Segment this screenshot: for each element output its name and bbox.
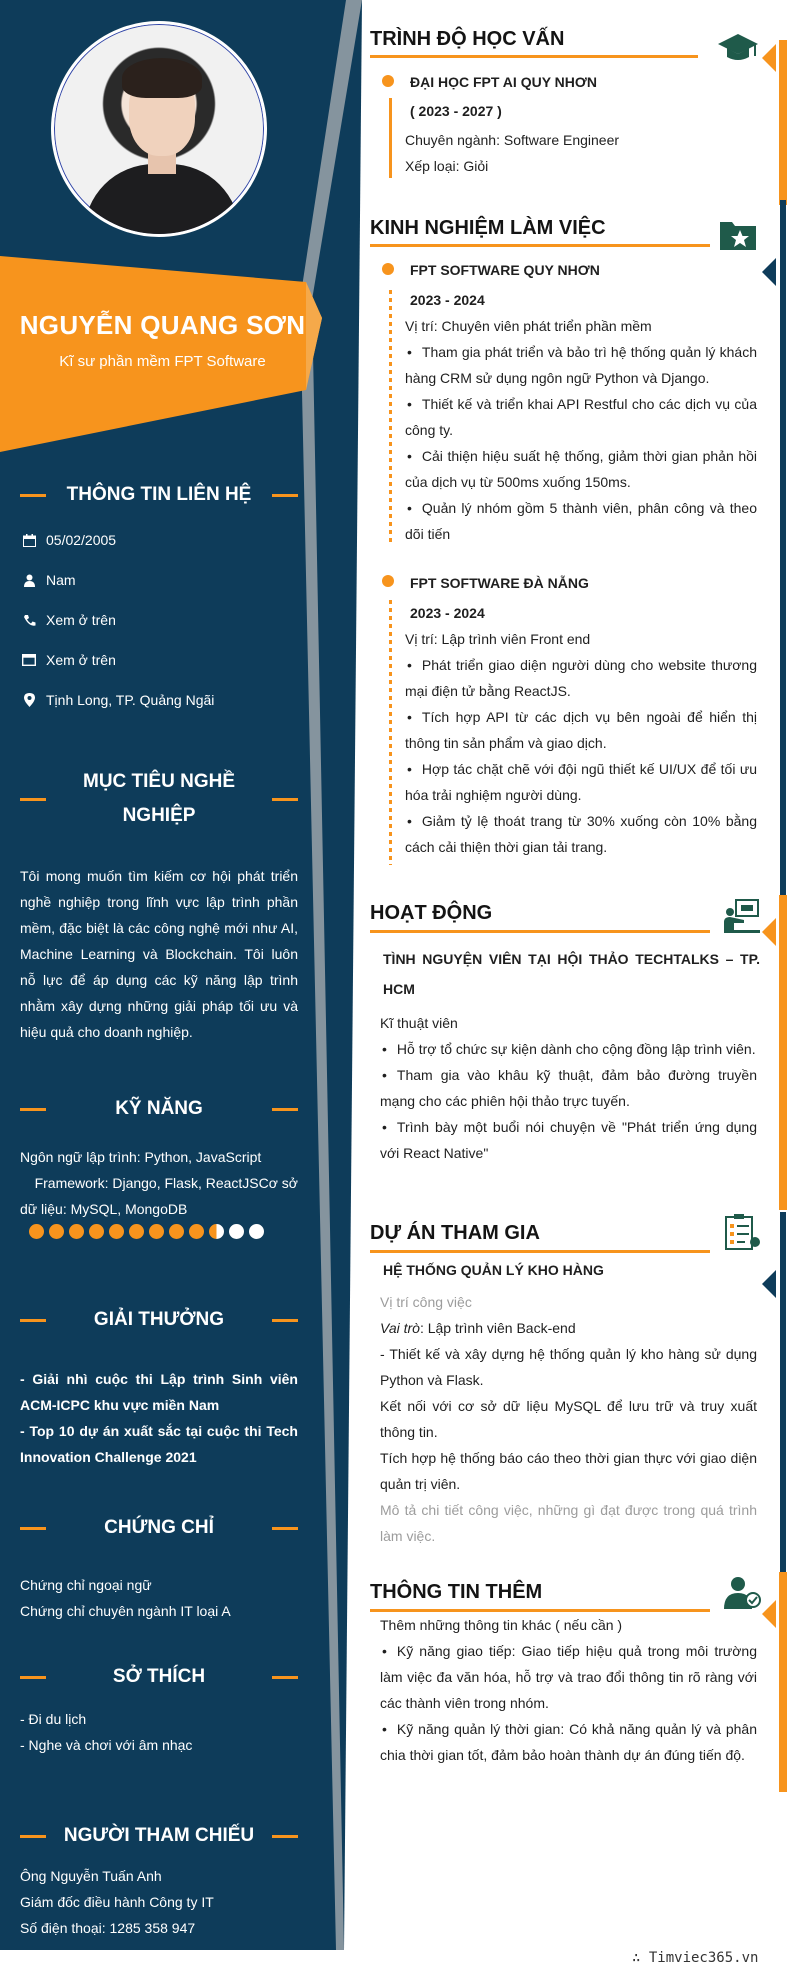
education-grade: Xếp loại: Giỏi [405, 158, 489, 174]
award-item: - Top 10 dự án xuất sắc tại cuộc thi Tech Innovation Challenge 2021 [20, 1423, 298, 1465]
skill-rating-dot [209, 1224, 224, 1239]
additional-details [380, 1612, 757, 1768]
experience-underline [370, 244, 710, 247]
job-title: Kĩ sư phần mềm FPT Software [59, 353, 266, 370]
projects-accent-arrow [762, 1270, 776, 1298]
sidebar [0, 0, 330, 1977]
job-details [405, 626, 757, 860]
education-timeline [389, 98, 392, 178]
contact-gender: Nam [20, 571, 76, 589]
objective-text: Tôi mong muốn tìm kiếm cơ hội phát triển nghề nghiệp trong lĩnh vực lập trình phần mềm, đặc biệt là các công nghệ mới như AI, Machine Learning và Blockchain. Tôi luôn nỗ lực để áp dụng các kỹ năng lập trình nhằm xây dựng những giải pháp tối ưu và hiệu quả cho doanh nghiệp. [20, 868, 298, 1040]
job-period: 2023 - 2024 [410, 292, 485, 308]
experience-accent-arrow [762, 258, 776, 286]
job-dot [382, 575, 394, 587]
experience-section-title: KINH NGHIỆM LÀM VIỆC [370, 217, 606, 239]
job-timeline [389, 600, 392, 865]
skill-rating-dot [149, 1224, 164, 1239]
contact-phone: Xem ở trên [20, 611, 116, 629]
skill-rating-dot [129, 1224, 144, 1239]
hobby-item: - Đi du lịch [20, 1711, 87, 1727]
email-icon [20, 651, 38, 669]
certificate-item: Chứng chỉ chuyên ngành IT loại A [20, 1603, 231, 1619]
person-badge-icon [722, 1575, 762, 1611]
education-accent-arrow [762, 44, 776, 72]
contact-section-title: THÔNG TIN LIÊN HỆ [20, 478, 298, 512]
additional-accent-bar [779, 1572, 787, 1792]
skill-rating-dot [69, 1224, 84, 1239]
school-name: ĐẠI HỌC FPT AI QUY NHƠN [410, 74, 597, 90]
activity-event: TÌNH NGUYỆN VIÊN TẠI HỘI THẢO TECHTALKS – TP. HCM [383, 951, 760, 997]
job-timeline [389, 290, 392, 545]
activity-bullet: • Hỗ trợ tổ chức sự kiện dành cho cộng đồng lập trình viên. [380, 1036, 757, 1062]
job-company: FPT SOFTWARE ĐÀ NẴNG [410, 575, 589, 591]
job-bullet: • Hợp tác chặt chẽ với đội ngũ thiết kế UI/UX để tối ưu hóa trải nghiệm người dùng. [405, 756, 757, 808]
project-description-placeholder: Mô tả chi tiết công việc, những gì đạt được trong quá trình làm việc. [380, 1502, 757, 1544]
project-details [380, 1289, 757, 1549]
certificates-section-title: CHỨNG CHỈ [20, 1511, 298, 1545]
project-role: Vai trò: Lập trình viên Back-end [380, 1320, 576, 1336]
skill-rating-dot [89, 1224, 104, 1239]
skill-rating-dot [29, 1224, 44, 1239]
skill-rating-dot [169, 1224, 184, 1239]
job-bullet: • Tích hợp API từ các dịch vụ bên ngoài để hiển thị thông tin sản phẩm và giao dịch. [405, 704, 757, 756]
skill-rating [29, 1224, 264, 1239]
skills-text: Ngôn ngữ lập trình: Python, JavaScript Framework: Django, Flask, ReactJSCơ sở dữ liệu: MySQL, MongoDB [20, 1149, 298, 1217]
certificate-item: Chứng chỉ ngoại ngữ [20, 1577, 152, 1593]
project-name: HỆ THỐNG QUẢN LÝ KHO HÀNG [383, 1262, 604, 1278]
objective-section-title: MỤC TIÊU NGHỀ NGHIỆP [20, 765, 298, 833]
activity-bullet: • Trình bày một buổi nói chuyện về "Phát triển ứng dụng với React Native" [380, 1114, 757, 1166]
job-bullet: • Giảm tỷ lệ thoát trang từ 30% xuống còn 10% bằng cách cải thiện thời gian tải trang. [405, 808, 757, 860]
presentation-icon [722, 898, 762, 934]
activity-details [380, 1010, 757, 1166]
awards-list [20, 1366, 298, 1470]
education-underline [370, 55, 698, 58]
education-accent-bar [779, 40, 787, 205]
reference-phone: Số điện thoại: 1285 358 947 [20, 1920, 196, 1936]
person-icon [20, 571, 38, 589]
project-line: Tích hợp hệ thống báo cáo theo thời gian thực với giao diện quản trị viên. [380, 1450, 757, 1492]
additional-bullet: • Kỹ năng quản lý thời gian: Có khả năng quản lý và phân chia thời gian tốt, đảm bảo hoàn thành dự án đúng tiến độ. [380, 1716, 757, 1768]
skills-section-title: KỸ NĂNG [20, 1092, 298, 1126]
activities-underline [370, 930, 710, 933]
skill-rating-dot [49, 1224, 64, 1239]
job-bullet: • Quản lý nhóm gồm 5 thành viên, phân công và theo dõi tiến [405, 495, 757, 547]
calendar-icon [20, 531, 38, 549]
additional-bullet: • Kỹ năng giao tiếp: Giao tiếp hiệu quả trong môi trường làm việc đa văn hóa, hỗ trợ và trao đổi thông tin rõ ràng với các thành viên trong nhóm. [380, 1638, 757, 1716]
job-bullet: • Phát triển giao diện người dùng cho website thương mại điện tử bằng ReactJS. [405, 652, 757, 704]
award-item: - Giải nhì cuộc thi Lập trình Sinh viên ACM-ICPC khu vực miền Nam [20, 1371, 298, 1413]
clipboard-checklist-icon [722, 1214, 762, 1250]
contact-email: Xem ở trên [20, 651, 116, 669]
references-list [20, 1863, 298, 1941]
education-section-title: TRÌNH ĐỘ HỌC VẤN [370, 28, 565, 50]
job-bullet: • Tham gia phát triển và bảo trì hệ thống quản lý khách hàng CRM sử dụng ngôn ngữ Python và Django. [405, 339, 757, 391]
folder-star-icon [718, 216, 758, 252]
job-bullet: • Cải thiện hiệu suất hệ thống, giảm thời gian phản hồi của dịch vụ từ 500ms xuống 150ms. [405, 443, 757, 495]
graduation-cap-icon [718, 30, 758, 66]
skill-rating-dot [189, 1224, 204, 1239]
activities-section-title: HOẠT ĐỘNG [370, 902, 493, 924]
job-company: FPT SOFTWARE QUY NHƠN [410, 262, 600, 278]
projects-underline [370, 1250, 710, 1253]
education-major: Chuyên ngành: Software Engineer [405, 132, 620, 148]
location-icon [20, 691, 38, 709]
hobbies-list [20, 1706, 298, 1758]
skill-rating-dot [229, 1224, 244, 1239]
hobbies-section-title: SỞ THÍCH [20, 1660, 298, 1694]
job-period: 2023 - 2024 [410, 605, 485, 621]
projects-accent-bar [780, 1212, 786, 1572]
candidate-name: NGUYỄN QUANG SƠN [19, 310, 306, 340]
project-line: Kết nối với cơ sở dữ liệu MySQL để lưu trữ và truy xuất thông tin. [380, 1398, 757, 1440]
profile-photo [51, 21, 267, 237]
project-line: - Thiết kế và xây dựng hệ thống quản lý kho hàng sử dụng Python và Flask. [380, 1346, 757, 1388]
education-period: ( 2023 - 2027 ) [410, 103, 502, 119]
job-dot [382, 263, 394, 275]
job-bullet: • Thiết kế và triển khai API Restful cho các dịch vụ của công ty. [405, 391, 757, 443]
phone-icon [20, 611, 38, 629]
certificates-list [20, 1572, 298, 1624]
reference-title: Giám đốc điều hành Công ty IT [20, 1894, 214, 1910]
additional-intro: Thêm những thông tin khác ( nếu cần ) [380, 1617, 623, 1633]
additional-section-title: THÔNG TIN THÊM [370, 1581, 543, 1603]
skill-rating-dot [249, 1224, 264, 1239]
references-section-title: NGƯỜI THAM CHIẾU [20, 1819, 298, 1853]
contact-birthdate: 05/02/2005 [20, 531, 116, 549]
experience-accent-bar [780, 200, 786, 895]
skill-rating-dot [109, 1224, 124, 1239]
reference-name: Ông Nguyễn Tuấn Anh [20, 1868, 162, 1884]
watermark: ∴ Timviec365.vn [632, 1950, 759, 1966]
job-details [405, 313, 757, 547]
contact-address: Tịnh Long, TP. Quảng Ngãi [20, 691, 214, 709]
education-dot [382, 75, 394, 87]
activity-bullet: • Tham gia vào khâu kỹ thuật, đảm bảo đường truyền mạng cho các phiên hội thảo trực tuyến. [380, 1062, 757, 1114]
activities-accent-arrow [762, 918, 776, 946]
awards-section-title: GIẢI THƯỞNG [20, 1303, 298, 1337]
activity-role: Kĩ thuật viên [380, 1015, 458, 1031]
hobby-item: - Nghe và chơi với âm nhạc [20, 1737, 193, 1753]
additional-accent-arrow [762, 1600, 776, 1628]
project-position-placeholder: Vị trí công việc [380, 1294, 472, 1310]
activities-accent-bar [779, 895, 787, 1210]
job-position: Vị trí: Lập trình viên Front end [405, 631, 591, 647]
projects-section-title: DỰ ÁN THAM GIA [370, 1222, 540, 1244]
job-position: Vị trí: Chuyên viên phát triển phần mềm [405, 318, 652, 334]
